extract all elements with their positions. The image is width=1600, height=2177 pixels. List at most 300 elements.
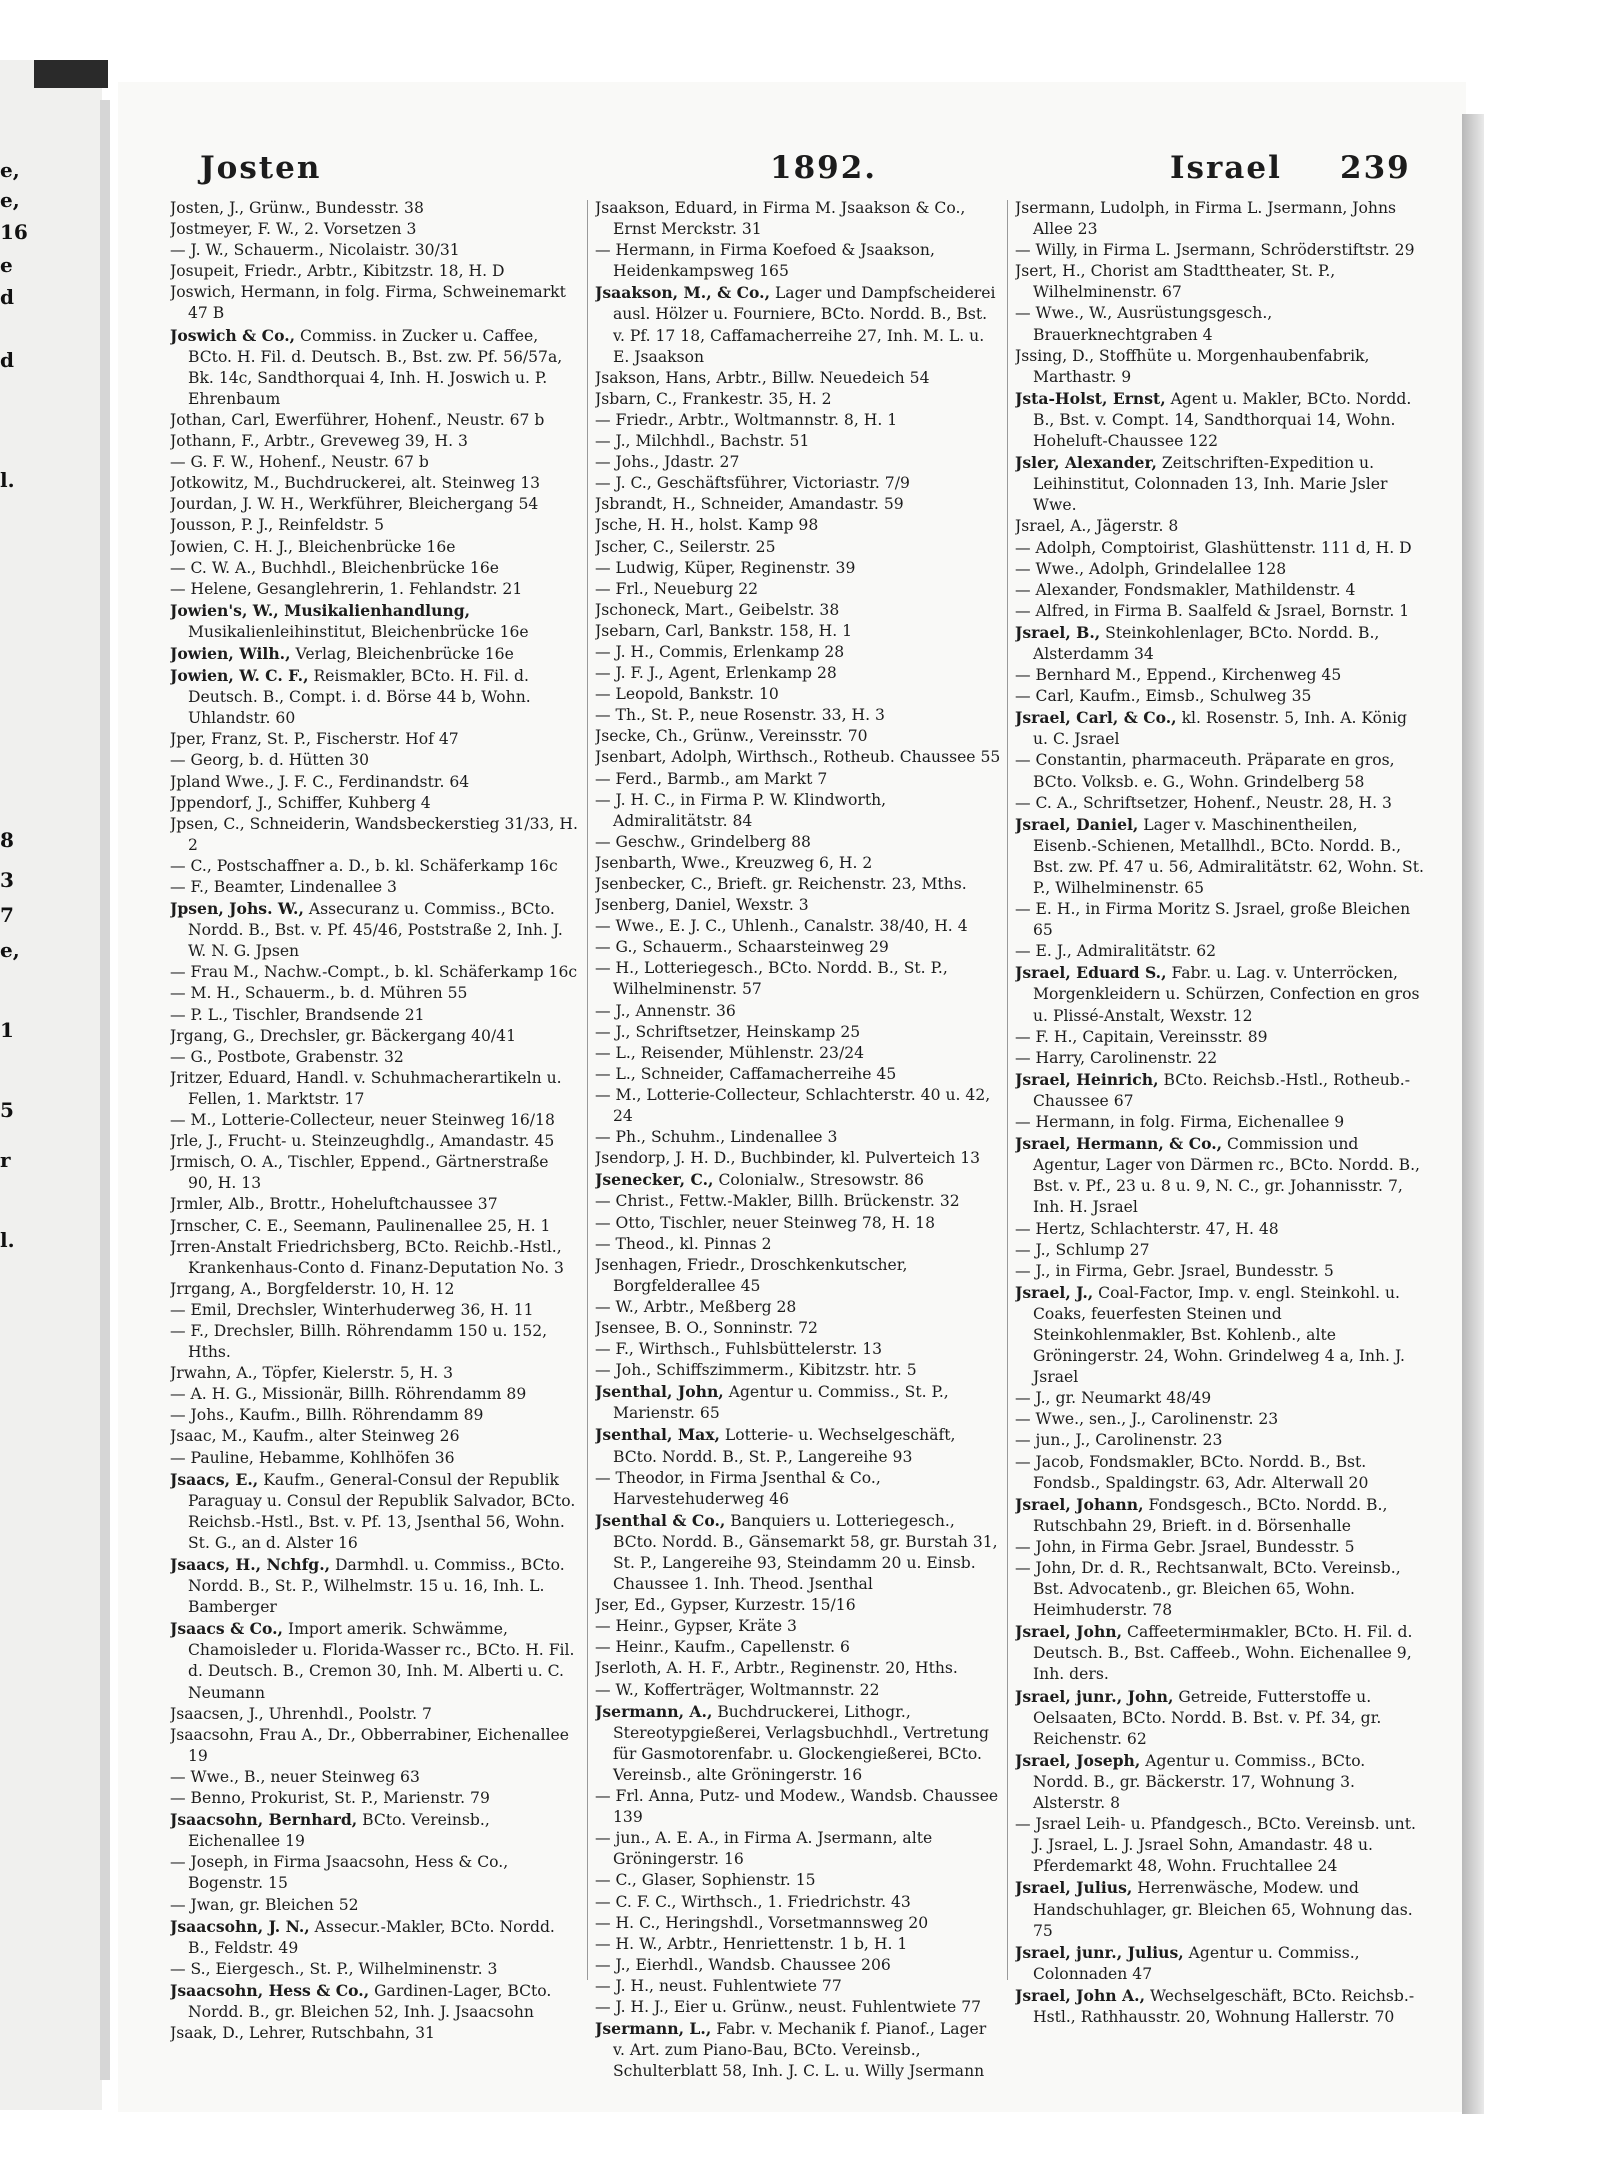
entry-text: — Leopold, Bankstr. 10	[595, 685, 779, 704]
directory-entry	[170, 729, 578, 750]
directory-entry	[1015, 1537, 1425, 1558]
directory-entry	[170, 1426, 578, 1447]
entry-text: kl. Rosenstr. 5, Inh. A. König u. C. Jsrael	[1033, 709, 1408, 749]
directory-entry	[170, 1237, 578, 1279]
entry-text: — Johs., Jdastr. 27	[595, 453, 740, 472]
directory-entry	[595, 1934, 1003, 1955]
directory-entry	[595, 1234, 1003, 1255]
directory-entry	[595, 537, 1003, 558]
edge-character: 7	[0, 903, 14, 927]
directory-entry	[1015, 1877, 1425, 1941]
entry-text: — Ferd., Barmb., am Markt 7	[595, 769, 828, 788]
directory-entry	[170, 772, 578, 793]
directory-entry	[1015, 1112, 1425, 1133]
entry-name-bold: Jsaakson, M., & Co.,	[595, 283, 770, 303]
directory-entry	[1015, 261, 1425, 303]
directory-entry	[170, 240, 578, 261]
directory-entry	[595, 832, 1003, 853]
entry-text: Jsaacsohn, Frau A., Dr., Obberrabiner, Eichenallee 19	[170, 1725, 570, 1765]
directory-entry	[595, 1424, 1003, 1467]
entry-text: — A. H. G., Missionär, Billh. Röhrendamm 89	[170, 1385, 527, 1404]
entry-text: — C. A., Schriftsetzer, Hohenf., Neustr. 28, H. 3	[1015, 793, 1392, 812]
directory-entry	[595, 515, 1003, 536]
directory-entry	[1015, 622, 1425, 665]
entry-text: — Heinr., Gypser, Kräte 3	[595, 1617, 797, 1636]
directory-entry	[1015, 1219, 1425, 1240]
directory-entry	[595, 1085, 1003, 1127]
directory-entry	[595, 431, 1003, 452]
directory-entry	[595, 1786, 1003, 1828]
entry-text: — Pauline, Hebamme, Kohlhöfen 36	[170, 1448, 455, 1467]
entry-text: — C., Glaser, Sophienstr. 15	[595, 1871, 816, 1890]
directory-entry	[595, 1468, 1003, 1510]
entry-text: — Willy, in Firma L. Jsermann, Schröderstiftstr. 29	[1015, 241, 1415, 260]
entry-text: Jrnscher, C. E., Seemann, Paulinenallee 25, H. 1	[170, 1216, 551, 1235]
directory-entry	[1015, 1133, 1425, 1218]
directory-entry	[170, 325, 578, 410]
directory-entry	[595, 937, 1003, 958]
directory-entry	[1015, 1621, 1425, 1685]
entry-text: Agentur u. Commiss., Colonnaden 47	[1033, 1943, 1360, 1983]
directory-entry	[595, 2018, 1003, 2082]
directory-entry	[1015, 388, 1425, 452]
directory-column-1	[170, 198, 578, 2044]
entry-text: Commiss. in Zucker u. Caffee, BCto. H. Fil. d. Deutsch. B., Bst. zw. Pf. 56/57a, Bk. 14c, Sandthorquai 4, Inh. H. Joswich u. P. Ehrenbaum	[188, 326, 563, 408]
entry-text: BCto. Vereinsb., Eichenallee 19	[188, 1811, 490, 1851]
entry-text: Jothan, Carl, Ewerführer, Hohenf., Neustr. 67 b	[170, 410, 545, 429]
directory-entry	[595, 874, 1003, 895]
directory-entry	[1015, 1452, 1425, 1494]
directory-entry	[595, 198, 1003, 240]
directory-entry	[595, 1064, 1003, 1085]
entry-text: Jotkowitz, M., Buchdruckerei, alt. Steinweg 13	[170, 474, 541, 493]
directory-column-3	[1015, 198, 1425, 2028]
directory-entry	[170, 1554, 578, 1618]
entry-name-bold: Jsta-Holst, Ernst,	[1015, 388, 1166, 408]
directory-entry	[170, 1194, 578, 1215]
directory-entry	[595, 1892, 1003, 1913]
entry-text: Agent u. Makler, BCto. Nordd. B., Bst. v. Compt. 14, Sandthorquai 14, Wohn. Hoheluft-Chaussee 122	[1033, 389, 1412, 451]
entry-text: — W., Kofferträger, Woltmannstr. 22	[595, 1680, 880, 1699]
edge-character: 5	[0, 1098, 14, 1122]
directory-entry	[595, 1680, 1003, 1701]
entry-text: — Frau M., Nachw.-Compt., b. kl. Schäferkamp 16c	[170, 963, 578, 982]
directory-entry	[595, 853, 1003, 874]
entry-text: — J. H., neust. Fuhlentwiete 77	[595, 1976, 842, 1995]
column-rule	[587, 200, 588, 1980]
entry-text: Wechselgeschäft, BCto. Reichsb.-Hstl., Rathhausstr. 20, Wohnung Hallerstr. 70	[1033, 1986, 1415, 2026]
entry-text: Fondsgesch., BCto. Nordd. B., Rutschbahn 29, Brieft. in d. Börsenhalle	[1033, 1495, 1388, 1535]
header-left-guideword: Josten	[200, 150, 322, 186]
entry-text: Jrwahn, A., Töpfer, Kielerstr. 5, H. 3	[170, 1364, 454, 1383]
entry-text: — J. C., Geschäftsführer, Victoriastr. 7/9	[595, 474, 910, 493]
entry-text: Jsendorp, J. H. D., Buchbinder, kl. Pulverteich 13	[595, 1149, 981, 1168]
directory-entry	[595, 1022, 1003, 1043]
entry-name-bold: Jsrael, Carl, & Co.,	[1015, 708, 1177, 728]
entry-text: Assecur.-Makler, BCto. Nordd. B., Feldstr. 49	[188, 1917, 555, 1957]
entry-text: — Wwe., Adolph, Grindelallee 128	[1015, 559, 1287, 578]
entry-text: Coal-Factor, Imp. v. engl. Steinkohl. u. Coaks, feuerfesten Steinen und Steinkohlenmakler, Bst. Kohlenb., alte Gröningerstr. 24, Wohn. Grindelweg 4 a, Inh. J. Jsrael	[1033, 1283, 1405, 1387]
directory-entry	[1015, 941, 1425, 962]
directory-entry	[1015, 962, 1425, 1026]
entry-text: Jourdan, J. W. H., Werkführer, Bleichergang 54	[170, 495, 539, 514]
directory-entry	[595, 1339, 1003, 1360]
entry-text: — J. H. C., in Firma P. W. Klindworth, Admiralitätstr. 84	[595, 790, 887, 830]
directory-entry	[1015, 1388, 1425, 1409]
entry-text: Jowien, C. H. J., Bleichenbrücke 16e	[170, 537, 456, 556]
entry-text: — Friedr., Arbtr., Woltmannstr. 8, H. 1	[595, 410, 898, 429]
entry-text: Jser, Ed., Gypser, Kurzestr. 15/16	[595, 1596, 856, 1615]
directory-entry	[595, 747, 1003, 768]
directory-entry	[170, 1279, 578, 1300]
page-number: 239	[1340, 150, 1411, 186]
directory-entry	[595, 1381, 1003, 1424]
edge-character: 1	[0, 1018, 14, 1042]
directory-entry	[595, 282, 1003, 367]
entry-text: Getreide, Futterstoffe u. Oelsaaten, BCto. Nordd. B. Bst. v. Pf. 34, gr. Reichenstr. 62	[1033, 1687, 1382, 1748]
entry-text: — Hermann, in folg. Firma, Eichenallee 9	[1015, 1113, 1345, 1132]
entry-text: Jsert, H., Chorist am Stadttheater, St. P., Wilhelminenstr. 67	[1015, 262, 1336, 302]
directory-entry	[170, 1980, 578, 2023]
entry-text: — Emil, Drechsler, Winterhuderweg 36, H. 11	[170, 1300, 534, 1319]
directory-entry	[170, 219, 578, 240]
directory-entry	[1015, 1942, 1425, 1985]
directory-entry	[170, 537, 578, 558]
directory-entry	[595, 621, 1003, 642]
directory-entry	[595, 1637, 1003, 1658]
directory-entry	[170, 1916, 578, 1959]
entry-text: Josten, J., Grünw., Bundesstr. 38	[170, 199, 424, 217]
entry-text: — J., Milchhdl., Bachstr. 51	[595, 432, 810, 451]
entry-text: — Carl, Kaufm., Eimsb., Schulweg 35	[1015, 687, 1312, 706]
edge-character: r	[0, 1148, 11, 1172]
entry-text: — Christ., Fettw.-Makler, Billh. Brückenstr. 32	[595, 1192, 960, 1211]
directory-entry	[595, 1913, 1003, 1934]
directory-entry	[1015, 538, 1425, 559]
entry-text: — P. L., Tischler, Brandsende 21	[170, 1005, 425, 1024]
entry-text: Jrmler, Alb., Brottr., Hoheluftchaussee 37	[170, 1195, 498, 1214]
entry-text: — G., Schauerm., Schaarsteinweg 29	[595, 938, 889, 957]
directory-entry	[170, 473, 578, 494]
directory-entry	[170, 410, 578, 431]
directory-entry	[170, 600, 578, 643]
entry-text: Jritzer, Eduard, Handl. v. Schuhmacherartikeln u. Fellen, 1. Marktstr. 17	[170, 1068, 562, 1108]
entry-name-bold: Jsrael, John,	[1015, 1622, 1123, 1642]
entry-text: — E. J., Admiralitätstr. 62	[1015, 942, 1217, 961]
directory-entry	[170, 558, 578, 579]
entry-text: Jsebarn, Carl, Bankstr. 158, H. 1	[595, 621, 853, 640]
entry-text: Jothann, F., Arbtr., Greveweg 39, H. 3	[170, 432, 468, 451]
entry-text: — jun., A. E. A., in Firma A. Jsermann, alte Gröningerstr. 16	[595, 1829, 933, 1869]
entry-name-bold: Jsaacsohn, Hess & Co.,	[170, 1980, 370, 2000]
directory-entry	[1015, 814, 1425, 899]
entry-text: Jsrael, A., Jägerstr. 8	[1015, 517, 1179, 536]
edge-character: 3	[0, 868, 14, 892]
entry-text: Jsakson, Hans, Arbtr., Billw. Neuedeich 54	[595, 368, 930, 387]
directory-entry	[595, 600, 1003, 621]
entry-text: Musikalienleihinstitut, Bleichenbrücke 16e	[188, 622, 529, 641]
entry-name-bold: Jsenthal, Max,	[595, 1425, 720, 1445]
entry-text: — F. H., Capitain, Vereinsstr. 89	[1015, 1027, 1268, 1046]
directory-entry	[1015, 1240, 1425, 1261]
entry-name-bold: Jsrael, John A.,	[1015, 1985, 1146, 2005]
entry-text: — Th., St. P., neue Rosenstr. 33, H. 3	[595, 706, 885, 725]
directory-entry	[170, 198, 578, 219]
entry-text: Jsaakson, Eduard, in Firma M. Jsaakson & Co., Ernst Merckstr. 31	[595, 199, 966, 239]
column-rule	[1007, 200, 1008, 1980]
entry-text: — L., Reisender, Mühlenstr. 23/24	[595, 1043, 865, 1062]
directory-entry	[170, 1704, 578, 1725]
entry-name-bold: Jowien, Wilh.,	[170, 643, 291, 663]
directory-entry	[170, 452, 578, 473]
entry-text: Fabr. v. Mechanik f. Pianof., Lager v. Art. zum Piano-Bau, BCto. Vereinsb., Schulterblatt 58, Inh. J. C. L. u. Willy Jsermann	[613, 2020, 987, 2081]
directory-entry	[595, 1997, 1003, 2018]
directory-entry	[170, 579, 578, 600]
directory-entry	[1015, 1069, 1425, 1112]
directory-entry	[595, 1169, 1003, 1191]
directory-entry	[1015, 1027, 1425, 1048]
directory-entry	[595, 1297, 1003, 1318]
entry-text: Jscher, C., Seilerstr. 25	[595, 537, 776, 556]
entry-text: Jsaacsen, J., Uhrenhdl., Poolstr. 7	[170, 1704, 432, 1723]
entry-text: Jsecke, Ch., Grünw., Vereinsstr. 70	[595, 727, 868, 746]
entry-text: — S., Eiergesch., St. P., Wilhelminenstr. 3	[170, 1959, 498, 1978]
directory-entry	[1015, 1814, 1425, 1877]
entry-text: — J. W., Schauerm., Nicolaistr. 30/31	[170, 241, 460, 260]
entry-text: Jsermann, Ludolph, in Firma L. Jsermann, Johns Allee 23	[1015, 199, 1397, 239]
entry-text: — M. H., Schauerm., b. d. Mühren 55	[170, 984, 468, 1003]
entry-text: — C. W. A., Buchhdl., Bleichenbrücke 16e	[170, 558, 499, 577]
entry-text: — John, Dr. d. R., Rechtsanwalt, BCto. Vereinsb., Bst. Advocatenb., gr. Bleichen 65, Wohn. Heimhuderstr. 78	[1015, 1559, 1401, 1620]
directory-entry	[595, 1976, 1003, 1997]
edge-character: e	[0, 253, 13, 277]
entry-text: — Joh., Schiffszimmerm., Kibitzstr. htr. 5	[595, 1361, 917, 1380]
entry-text: — Frl., Neueburg 22	[595, 579, 759, 598]
directory-entry	[1015, 1750, 1425, 1814]
directory-entry	[595, 916, 1003, 937]
entry-text: — Frl. Anna, Putz- und Modew., Wandsb. Chaussee 139	[595, 1787, 999, 1827]
entry-text: — J., gr. Neumarkt 48/49	[1015, 1389, 1212, 1408]
entry-text: Jpland Wwe., J. F. C., Ferdinandstr. 64	[170, 772, 470, 791]
entry-text: — Ludwig, Küper, Reginenstr. 39	[595, 558, 856, 577]
directory-entry	[595, 368, 1003, 389]
directory-entry	[170, 1725, 578, 1767]
entry-name-bold: Jowien's, W., Musikalienhandlung,	[170, 600, 471, 620]
directory-entry	[595, 1828, 1003, 1870]
entry-text: — Adolph, Comptoirist, Glashüttenstr. 111 d, H. D	[1015, 538, 1412, 557]
entry-text: Jrmisch, O. A., Tischler, Eppend., Gärtnerstraße 90, H. 13	[170, 1153, 549, 1193]
entry-text: — Wwe., sen., J., Carolinenstr. 23	[1015, 1410, 1279, 1429]
entry-text: — M., Lotterie-Collecteur, Schlachterstr. 40 u. 42, 24	[595, 1085, 991, 1126]
directory-entry	[170, 898, 578, 962]
entry-name-bold: Jsrael, Daniel,	[1015, 814, 1139, 834]
directory-entry	[170, 1216, 578, 1237]
directory-entry	[170, 793, 578, 814]
directory-entry	[170, 750, 578, 771]
entry-name-bold: Jsrael, Eduard S.,	[1015, 963, 1167, 983]
directory-entry	[170, 1005, 578, 1026]
entry-text: — Theodor, in Firma Jsenthal & Co., Harvestehuderweg 46	[595, 1468, 881, 1508]
directory-entry	[595, 1510, 1003, 1595]
directory-entry	[595, 473, 1003, 494]
entry-text: Steinkohlenlager, BCto. Nordd. B., Alsterdamm 34	[1033, 623, 1380, 663]
book-binding-gutter	[100, 100, 110, 2080]
directory-entry	[170, 261, 578, 282]
directory-entry	[170, 877, 578, 898]
entry-text: — W., Arbtr., Meßberg 28	[595, 1297, 797, 1316]
entry-text: Lager v. Maschinentheilen, Eisenb.-Schienen, Metallhdl., BCto. Nordd. B., Bst. zw. Pf. 47 u. 56, Admiralitätstr. 62, Wohn. St. P., Wilhelminenstr. 65	[1033, 815, 1424, 897]
entry-text: Jsenberg, Daniel, Wexstr. 3	[595, 896, 809, 915]
edge-character: e,	[0, 158, 20, 182]
entry-text: — Wwe., B., neuer Steinweg 63	[170, 1767, 420, 1786]
entry-text: — Geschw., Grindelberg 88	[595, 832, 811, 851]
directory-entry	[595, 1255, 1003, 1297]
entry-name-bold: Jsenecker, C.,	[595, 1170, 714, 1190]
directory-entry	[170, 1047, 578, 1068]
directory-entry	[595, 452, 1003, 473]
directory-entry	[170, 1300, 578, 1321]
edge-character: d	[0, 285, 14, 309]
directory-entry	[170, 1959, 578, 1980]
directory-entry	[595, 1701, 1003, 1786]
entry-text: Jrrgang, A., Borgfelderstr. 10, H. 12	[170, 1279, 455, 1298]
entry-text: Jsensee, B. O., Sonninstr. 72	[595, 1318, 818, 1337]
entry-text: — J., Eierhdl., Wandsb. Chaussee 206	[595, 1955, 891, 1974]
directory-entry	[170, 983, 578, 1004]
entry-text: Jousson, P. J., Reinfeldstr. 5	[170, 516, 385, 535]
entry-text: Jpsen, C., Schneiderin, Wandsbeckerstieg 31/33, H. 2	[170, 814, 578, 854]
entry-text: Jrren-Anstalt Friedrichsberg, BCto. Reichb.-Hstl., Krankenhaus-Conto d. Finanz-Deputation No. 3	[170, 1237, 564, 1277]
entry-text: Commission und Agentur, Lager von Därmen rc., BCto. Nordd. B., Bst. v. Pf., 23 u. 8 u. 9, N. C., gr. Johannisstr. 7, Inh. H. Jsrael	[1033, 1135, 1420, 1217]
entry-text: Jsenhagen, Friedr., Droschkenkutscher, Borgfelderallee 45	[595, 1255, 908, 1295]
directory-entry	[595, 1191, 1003, 1212]
entry-text: Jsbrandt, H., Schneider, Amandastr. 59	[595, 495, 904, 514]
directory-entry	[170, 1110, 578, 1131]
directory-entry	[1015, 750, 1425, 792]
header-year: 1892.	[770, 150, 878, 186]
entry-name-bold: Jsermann, L.,	[595, 2019, 712, 2039]
directory-entry	[1015, 601, 1425, 622]
directory-entry	[170, 431, 578, 452]
entry-name-bold: Joswich & Co.,	[170, 325, 296, 345]
directory-entry	[1015, 240, 1425, 261]
entry-text: — Constantin, pharmaceuth. Präparate en gros, BCto. Volksb. e. G., Wohn. Grindelberg 58	[1015, 751, 1395, 791]
entry-name-bold: Jsrael, J.,	[1015, 1282, 1094, 1302]
directory-entry	[1015, 665, 1425, 686]
entry-text: — F., Drechsler, Billh. Röhrendamm 150 u. 152, Hths.	[170, 1321, 548, 1362]
directory-entry	[170, 2023, 578, 2044]
edge-character: l.	[0, 1228, 15, 1252]
directory-entry	[1015, 198, 1425, 240]
entry-text: — Jacob, Fondsmakler, BCto. Nordd. B., Bst. Fondsb., Spaldingstr. 63, Adr. Alterwall 20	[1015, 1452, 1369, 1492]
edge-character: 16	[0, 220, 28, 244]
entry-text: Jppendorf, J., Schiffer, Kuhberg 4	[170, 793, 431, 812]
entry-text: — H. W., Arbtr., Henriettenstr. 1 b, H. 1	[595, 1934, 908, 1953]
directory-entry	[1015, 686, 1425, 707]
entry-text: — Joseph, in Firma Jsaacsohn, Hess & Co., Bogenstr. 15	[170, 1853, 509, 1893]
entry-text: — C. F. C., Wirthsch., 1. Friedrichstr. 43	[595, 1892, 911, 1911]
entry-text: — Jsrael Leih- u. Pfandgesch., BCto. Vereinsb. unt. J. Jsrael, L. J. Jsrael Sohn, Amandastr. 48 u. Pferdemarkt 48, Wohn. Fruchtallee 24	[1015, 1815, 1416, 1876]
entry-name-bold: Jsenthal, John,	[595, 1382, 724, 1402]
directory-entry	[170, 1405, 578, 1426]
entry-text: — Wwe., E. J. C., Uhlenh., Canalstr. 38/40, H. 4	[595, 917, 968, 936]
entry-name-bold: Jsrael, Heinrich,	[1015, 1069, 1159, 1089]
directory-entry	[595, 1658, 1003, 1679]
directory-entry	[1015, 580, 1425, 601]
directory-entry	[1015, 707, 1425, 750]
entry-text: — C., Postschaffner a. D., b. kl. Schäferkamp 16c	[170, 856, 558, 875]
entry-text: — H., Lotteriegesch., BCto. Nordd. B., St. P., Wilhelminenstr. 57	[595, 959, 948, 999]
entry-text: Assecuranz u. Commiss., BCto. Nordd. B., Bst. v. Pf. 45/46, Poststraße 2, Inh. J. W. N. G. Jpsen	[188, 900, 563, 961]
directory-entry	[1015, 1048, 1425, 1069]
entry-text: — Otto, Tischler, neuer Steinweg 78, H. 18	[595, 1213, 935, 1232]
entry-text: — Theod., kl. Pinnas 2	[595, 1234, 772, 1253]
directory-entry	[170, 665, 578, 729]
directory-entry	[170, 1131, 578, 1152]
directory-entry	[595, 726, 1003, 747]
entry-name-bold: Jsrael, Johann,	[1015, 1494, 1144, 1514]
entry-text: — Hermann, in Firma Koefoed & Jsaakson, Heidenkampsweg 165	[595, 241, 935, 281]
entry-text: Jsenbecker, C., Brieft. gr. Reichenstr. 23, Mths.	[595, 875, 967, 893]
directory-entry	[595, 494, 1003, 515]
entry-text: — J., Schlump 27	[1015, 1240, 1150, 1259]
entry-text: Fabr. u. Lag. v. Unterröcken, Morgenkleidern u. Schürzen, Confection en gros u. Plissé-Anstalt, Wexstr. 12	[1033, 964, 1420, 1025]
directory-entry	[170, 1618, 578, 1703]
entry-text: Joswich, Hermann, in folg. Firma, Schweinemarkt 47 B	[170, 283, 566, 323]
directory-entry	[170, 1788, 578, 1809]
entry-text: — J. H., Commis, Erlenkamp 28	[595, 642, 845, 661]
entry-text: Jsaak, D., Lehrer, Rutschbahn, 31	[170, 2024, 435, 2043]
directory-entry	[170, 1321, 578, 1363]
entry-text: — J., Schriftsetzer, Heinskamp 25	[595, 1022, 861, 1041]
entry-text: Jsenbart, Adolph, Wirthsch., Rotheub. Chaussee 55	[595, 748, 1001, 767]
directory-entry	[595, 1001, 1003, 1022]
header-right-guideword: Israel	[1170, 150, 1282, 186]
directory-entry	[170, 1068, 578, 1110]
entry-text: Reismakler, BCto. H. Fil. d. Deutsch. B., Compt. i. d. Börse 44 b, Wohn. Uhlandstr. 60	[188, 667, 531, 728]
directory-entry	[170, 1384, 578, 1405]
directory-entry	[170, 1852, 578, 1894]
entry-text: — L., Schneider, Caffamacherreihe 45	[595, 1064, 897, 1083]
entry-name-bold: Jsrael, Joseph,	[1015, 1750, 1141, 1770]
edge-character: e,	[0, 938, 20, 962]
entry-text: — Jwan, gr. Bleichen 52	[170, 1895, 359, 1914]
entry-text: Jserloth, A. H. F., Arbtr., Reginenstr. 20, Hths.	[595, 1659, 958, 1678]
entry-name-bold: Jsenthal & Co.,	[595, 1510, 726, 1530]
directory-entry	[595, 1616, 1003, 1637]
entry-text: Buchdruckerei, Lithogr., Stereotypgießerei, Verlagsbuchhdl., Vertretung für Gasmotorenfabr. u. Glockengießerei, BCto. Vereinsb., alte Gröningerstr. 16	[613, 1702, 989, 1784]
directory-entry	[1015, 303, 1425, 345]
entry-name-bold: Jsler, Alexander,	[1015, 453, 1157, 473]
directory-entry	[170, 1895, 578, 1916]
entry-text: Jsbarn, C., Frankestr. 35, H. 2	[595, 389, 832, 408]
entry-name-bold: Jsaacs, E.,	[170, 1469, 259, 1489]
entry-text: Jschoneck, Mart., Geibelstr. 38	[595, 600, 840, 619]
directory-entry	[595, 579, 1003, 600]
directory-entry	[1015, 899, 1425, 941]
directory-entry	[595, 1955, 1003, 1976]
directory-entry	[1015, 1409, 1425, 1430]
facing-page-dark-strip	[34, 60, 108, 88]
directory-column-2	[595, 198, 1003, 2082]
directory-entry	[595, 389, 1003, 410]
entry-name-bold: Jsrael, Hermann, & Co.,	[1015, 1134, 1223, 1154]
entry-text: Verlag, Bleichenbrücke 16e	[290, 644, 514, 663]
entry-text: — J. H. J., Eier u. Grünw., neust. Fuhlentwiete 77	[595, 1997, 982, 2016]
page-edge-shadow	[1462, 114, 1484, 2114]
edge-character: e,	[0, 188, 20, 212]
entry-name-bold: Jsaacsohn, J. N.,	[170, 1916, 310, 1936]
